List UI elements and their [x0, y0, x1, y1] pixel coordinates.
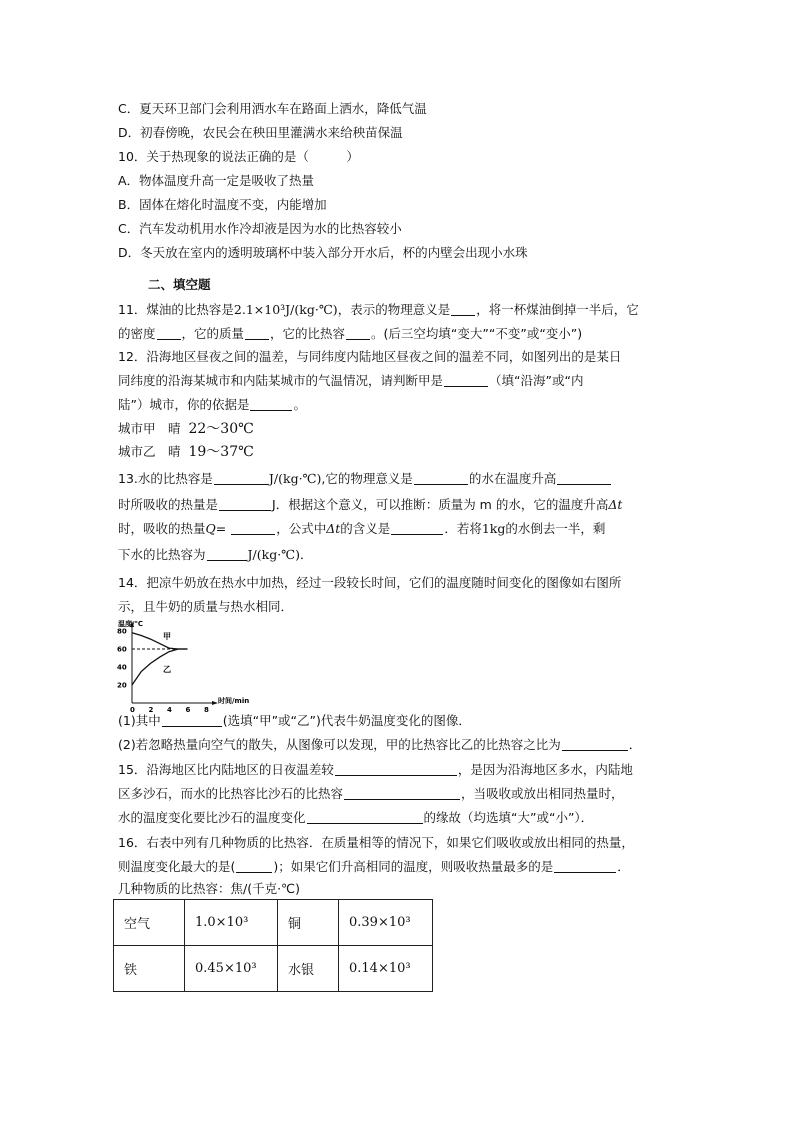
answer-blank[interactable]	[236, 858, 272, 873]
x-tick-label: 2	[148, 706, 154, 714]
series-jia-line	[132, 633, 188, 649]
q13-text: 的水在温度升高	[468, 471, 557, 486]
q13-line-4	[118, 546, 313, 564]
q13-text: 时所吸收的热量是	[118, 497, 219, 512]
q11-text: 11．煤油的比热容是	[118, 302, 234, 317]
q13-symbol-q: Q	[205, 521, 216, 536]
series-yi-line	[132, 649, 188, 685]
answer-blank[interactable]	[250, 396, 292, 411]
x-axis-label: 时间/min	[218, 697, 250, 705]
q16-table-caption: 几种物质的比热容：焦/(千克·℃)	[118, 881, 300, 896]
q12-line-2	[118, 372, 583, 390]
city-label: 城市甲 晴	[118, 421, 181, 436]
q15-text: ，当吸收或放出相同热量时，	[461, 786, 624, 801]
q11-line-1	[118, 301, 639, 319]
answer-blank[interactable]	[557, 470, 611, 485]
x-tick-label: 8	[204, 706, 209, 714]
q16-text: 则温度变化最大的是(	[118, 859, 236, 874]
q14-text: (2)若忽略热量向空气的散失，从图像可以发现，甲的比热容比乙的比热容之比为	[118, 737, 561, 752]
q14-text: ．	[628, 737, 642, 752]
y-tick-label: 40	[117, 663, 127, 672]
q13-text: =	[215, 521, 231, 536]
q14-line-1: 14．把凉牛奶放在热水中加热，经过一段较长时间，它们的温度随时间变化的图像如右图所	[118, 575, 622, 590]
q9-option-d: D．初春傍晚，农民会在秧田里灌满水来给秧苗保温	[118, 125, 403, 140]
answer-blank[interactable]	[219, 496, 271, 511]
q13-text: ．若将	[444, 521, 482, 536]
series-jia-label: 甲	[163, 632, 171, 641]
q14-sub-2	[118, 736, 641, 754]
q14-line-2: 示，且牛奶的质量与热水相同．	[118, 599, 294, 614]
q11-text: 。(后三空均填“变大”“不变”或“变小”)	[371, 326, 583, 341]
q10-option-d: D．冬天放在室内的透明玻璃杯中装入部分开水后，杯的内壁会出现小水珠	[118, 245, 528, 260]
table-cell: 0.39×10³	[339, 900, 433, 946]
q12-city-a	[118, 420, 254, 438]
section-title-fill-in: 二、填空题	[148, 277, 211, 292]
q11-text: ，它的比热容	[270, 326, 346, 341]
answer-blank[interactable]	[162, 712, 222, 727]
answer-blank[interactable]	[414, 470, 468, 485]
q12-line-1: 12．沿海地区昼夜之间的温差，与同纬度内陆地区昼夜之间的温差不同，如图列出的是某日	[118, 349, 622, 364]
q13-delta-t: Δt	[326, 521, 341, 536]
y-tick-label: 80	[117, 627, 127, 636]
q12-text: 。	[293, 397, 306, 412]
answer-blank[interactable]	[391, 520, 443, 535]
q11-text: ，它的质量	[181, 326, 245, 341]
table-cell: 水银	[278, 946, 339, 992]
q15-line-2	[118, 785, 624, 803]
q13-text: 的水倒去一半，剩	[505, 521, 606, 536]
temperature-time-chart	[114, 617, 264, 714]
q12-text: （填“沿海”或“内	[489, 373, 584, 388]
q13-unit: J/(kg·℃)	[247, 547, 301, 562]
q11-text: ，将一杯煤油倒掉一半后，它	[476, 302, 639, 317]
q11-text: 的密度	[118, 326, 156, 341]
q12-city-b	[118, 443, 254, 461]
answer-blank[interactable]	[444, 372, 488, 387]
q13-text: 13.水的比热容是	[118, 471, 213, 486]
q10-stem: 10．关于热现象的说法正确的是（ ）	[118, 149, 359, 164]
table-cell: 空气	[114, 900, 185, 946]
x-tick-label: 6	[185, 706, 191, 714]
q13-text: ．	[300, 547, 313, 562]
series-yi-label: 乙	[163, 665, 171, 674]
answer-blank[interactable]	[451, 301, 475, 316]
answer-blank[interactable]	[346, 325, 370, 340]
answer-blank[interactable]	[335, 761, 457, 776]
q13-text: 的含义是	[340, 521, 391, 536]
q13-text: ，公式中	[276, 521, 327, 536]
answer-blank[interactable]	[307, 809, 423, 824]
x-tick-label: 4	[167, 706, 172, 714]
table-cell: 1.0×10³	[185, 900, 278, 946]
q15-text: ，是因为沿海地区多水，内陆地	[457, 762, 633, 777]
q10-option-b: B．固体在熔化时温度不变，内能增加	[118, 197, 327, 212]
specific-heat-table	[113, 899, 433, 992]
q15-text: 区多沙石，而水的比热容比沙石的比热容	[118, 786, 344, 801]
q9-option-c: C．夏天环卫部门会利用洒水车在路面上洒水，降低气温	[118, 101, 427, 116]
q12-text: 陆”）城市，你的依据是	[118, 397, 250, 412]
q15-text: 15．沿海地区比内陆地区的日夜温差较	[118, 762, 334, 777]
q13-line-2	[118, 496, 622, 514]
y-axis-label: 温度/℃	[118, 620, 144, 628]
q11-text: ，表示的物理意义是	[337, 302, 451, 317]
answer-blank[interactable]	[231, 520, 275, 535]
q14-sub-1	[118, 712, 471, 730]
q10-option-a: A．物体温度升高一定是吸收了热量	[118, 173, 315, 188]
q13-line-3	[118, 520, 605, 538]
q13-line-1	[118, 470, 612, 488]
q11-formula: 2.1×10³J/(kg·℃)	[233, 302, 338, 317]
answer-blank[interactable]	[245, 325, 269, 340]
table-cell: 铁	[114, 946, 185, 992]
q15-line-3	[118, 809, 593, 827]
answer-blank[interactable]	[157, 325, 181, 340]
city-temperature: 19～37℃	[188, 444, 254, 460]
q16-line-1: 16．右表中列有几种物质的比热容．在质量相等的情况下，如果它们吸收或放出相同的热量，	[118, 835, 634, 850]
city-label: 城市乙 晴	[118, 444, 181, 459]
q13-mass: 1kg	[481, 521, 506, 536]
q14-text: (1)其中	[118, 713, 161, 728]
y-tick-label: 20	[117, 681, 127, 690]
city-temperature: 22～30℃	[188, 421, 254, 437]
q14-text: (选填“甲”或“乙”)代表牛奶温度变化的图像．	[222, 713, 471, 728]
answer-blank[interactable]	[554, 858, 616, 873]
y-tick-label: 60	[117, 645, 127, 654]
table-cell: 0.14×10³	[339, 946, 433, 992]
q12-text: 同纬度的沿海某城市和内陆某城市的气温情况，请判断甲是	[118, 373, 444, 388]
table-row	[114, 946, 433, 992]
table-row	[114, 900, 433, 946]
q13-text: 下水的比热容为	[118, 547, 206, 562]
answer-blank[interactable]	[214, 470, 268, 485]
answer-blank[interactable]	[344, 785, 460, 800]
q15-text: 水的温度变化要比沙石的温度变化	[118, 810, 306, 825]
q15-text: 的缘故（均选填“大”或“小”）．	[423, 810, 594, 825]
table-cell: 0.45×10³	[185, 946, 278, 992]
q13-text: ,它的物理意义是	[321, 471, 413, 486]
table-cell: 铜	[278, 900, 339, 946]
q11-line-2	[118, 325, 582, 343]
q16-text: )；如果它们升高相同的温度，则吸收热量最多的是	[273, 859, 554, 874]
q13-text: 时，吸收的热量	[118, 521, 206, 536]
q13-delta-t: Δt	[608, 497, 623, 512]
x-tick-label: 0	[130, 706, 135, 714]
answer-blank[interactable]	[207, 546, 247, 561]
answer-blank[interactable]	[562, 736, 628, 751]
y-tick-labels	[117, 628, 127, 690]
q13-text: J．根据这个意义，可以推断：质量为 m 的水，它的温度升高	[272, 497, 609, 512]
q13-unit: J/(kg·℃)	[268, 471, 322, 486]
q10-option-c: C．汽车发动机用水作冷却液是因为水的比热容较小	[118, 221, 402, 236]
q15-line-1	[118, 761, 633, 779]
q12-line-3	[118, 396, 306, 414]
q16-line-2	[118, 858, 630, 876]
q16-text: ．	[617, 859, 630, 874]
